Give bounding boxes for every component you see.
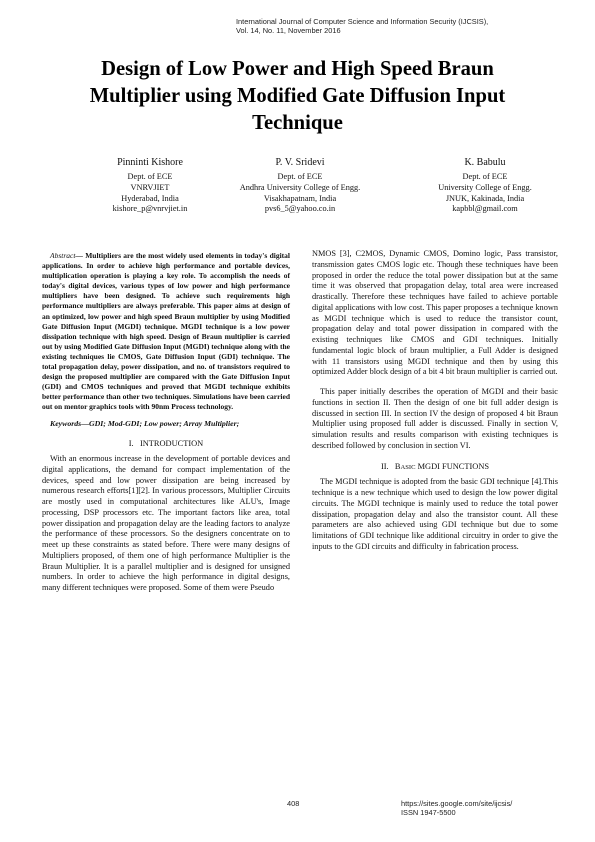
author-email: kishore_p@vnrvjiet.in (112, 204, 188, 214)
journal-url: https://sites.google.com/site/ijcsis/ (401, 799, 513, 808)
abstract-label: Abstract (50, 251, 76, 260)
intro-continued-paragraph: NMOS [3], C2MOS, Dynamic CMOS, Domino logic, Pass transistor, transmission gates CMOS logic etc. Though these techniques have been proposed in order the reduce the total power dissipation but at the same time it was observed that propagation delay, total area were increased drastically. Therefore these techniques have failed to achieve portable digital applications with low cost. This paper proposes a technique known as MGDI technique which is used to reduce the transistor count, propagation delay and total power dissipation in compared with the existing techniques like CMOS and GDI techniques. Initially fundamental logic block of braun multiplier, a Full Adder is designed with 11 transistors using MGDI technique and then by using this optimized Adder block design of a bit 4 bit braun multiplier is carried out. (312, 249, 558, 377)
author-block-3 (405, 157, 565, 215)
issn: ISSN 1947-5500 (401, 808, 456, 818)
author-institution: University College of Engg. (438, 182, 532, 192)
section-title-initial: B (394, 461, 401, 471)
journal-header (236, 17, 566, 36)
introduction-paragraph: With an enormous increase in the development of portable devices and digital applications, the demand for compact implementation of the devices, speed and low power dissipation are being increased by numerous research efforts[1][2]. In various processors, Multiplier Circuits are mostly used in computational architectures like ALU's, Image processing, DSP processors etc. The important factors like area, total power dissipation and propagation delay are the leading factors to analyze the performance of these processors. So the designers concentrate on to meet up these constraints as stated before. There were many designs of Multipliers proposed, of them one of high performance Multiplier is the Braun Multiplier. It is a parallel multiplier and is designed for unsigned numbers. In order to achieve the high performance in digital designs, many different techniques were proposed. Some of them were Pseudo (42, 454, 290, 592)
author-email: pvs6_5@yahoo.co.in (264, 204, 336, 214)
author-dept: Dept. of ECE (277, 172, 323, 181)
section-number: II. (380, 461, 389, 471)
section-title-smallcaps: ASIC (400, 463, 416, 471)
author-dept: Dept. of ECE (127, 172, 173, 181)
section-number: I. (128, 439, 134, 449)
author-location: Hyderabad, India (121, 193, 179, 203)
author-name: K. Babulu (464, 157, 506, 168)
section-title: INTRODUCTION (139, 439, 204, 449)
journal-name: International Journal of Computer Science and Information Security (IJCSIS), (236, 17, 489, 26)
paper-outline-paragraph: This paper initially describes the operation of MGDI and their basic functions in section II. Then the design of one bit full adder design is discussed in section III. In section IV the design of proposed 4 bit Braun Multiplier using proposed full adder is discussed. Finally in section V, simulation results and results comparison with existing techniques is described followed by conclusion in section VI. (312, 387, 558, 450)
left-column (42, 251, 290, 594)
author-location: Visakhapatnam, India (263, 193, 337, 203)
title-line: Technique (252, 112, 343, 134)
abstract (42, 251, 290, 413)
footer-info (401, 799, 512, 818)
section-heading-introduction (42, 439, 290, 450)
author-institution: VNRVJIET (130, 182, 170, 192)
author-dept: Dept. of ECE (462, 172, 508, 181)
journal-volume: Vol. 14, No. 11, November 2016 (236, 26, 341, 36)
keywords: Keywords—GDI; Mod-GDI; Low power; Array Multiplier; (50, 418, 240, 428)
author-name: P. V. Sridevi (275, 157, 325, 168)
section-heading-basic-mgdi (312, 462, 558, 474)
right-column (312, 249, 558, 553)
author-name: Pinninti Kishore (117, 157, 183, 168)
section-title-rest: MGDI FUNCTIONS (415, 461, 490, 471)
author-email: kapbbl@gmail.com (452, 204, 518, 214)
author-block-2 (200, 157, 400, 215)
title-line: Multiplier using Modified Gate Diffusion Input (89, 85, 506, 107)
author-institution: Andhra University College of Engg. (239, 182, 361, 192)
author-location: JNUK, Kakinada, India (445, 193, 525, 203)
paper-title (40, 56, 555, 137)
abstract-text: Multipliers are the most widely used elements in today's digital applications. In order to achieve high performance and portable devices, multiplication operation is playing a key role. To accomplish the needs of today's digital devices, various types of low power and high performance multipliers have been designed. To achieve such requirements high performance multipliers are always preferable. This paper aims at design of an optimized, low power and high speed Braun multiplier by using Modified Gate Diffusion Input (MGDI) technique. MGDI technique is a low power dissipation technique with high speed. Design of Braun multiplier is carried out by using Modified Gate Diffusion Input (MGDI) technique along with the existing techniques lie CMOS, Gate Diffusion Input (GDI) technique. The total propagation delay, power dissipation, and no. of transistors required to design the proposed multiplier are compared with the Gate Diffusion Input (GDI) and CMOS techniques and proved that MGDI technique exhibits better performance than other two techniques. Simulations have been carried out on mentor graphics tools with 90nm Process technology. (42, 251, 290, 412)
mgdi-paragraph: The MGDI technique is adopted from the basic GDI technique [4].This technique is a new technique which used to design the low power digital circuits. The MGDI technique is mainly used to reduce the total power dissipation, propagation delay and also the transistor count. All these parameters are also achieved using GDI technique but due to some limitations of GDI technique like additional circuitry in order to give the inputs to the GDI circuits and difficulty in fabrication process. (312, 477, 558, 551)
abstract-dash: — (75, 251, 83, 260)
page-number: 408 (287, 799, 300, 808)
title-line: Design of Low Power and High Speed Braun (101, 58, 494, 80)
